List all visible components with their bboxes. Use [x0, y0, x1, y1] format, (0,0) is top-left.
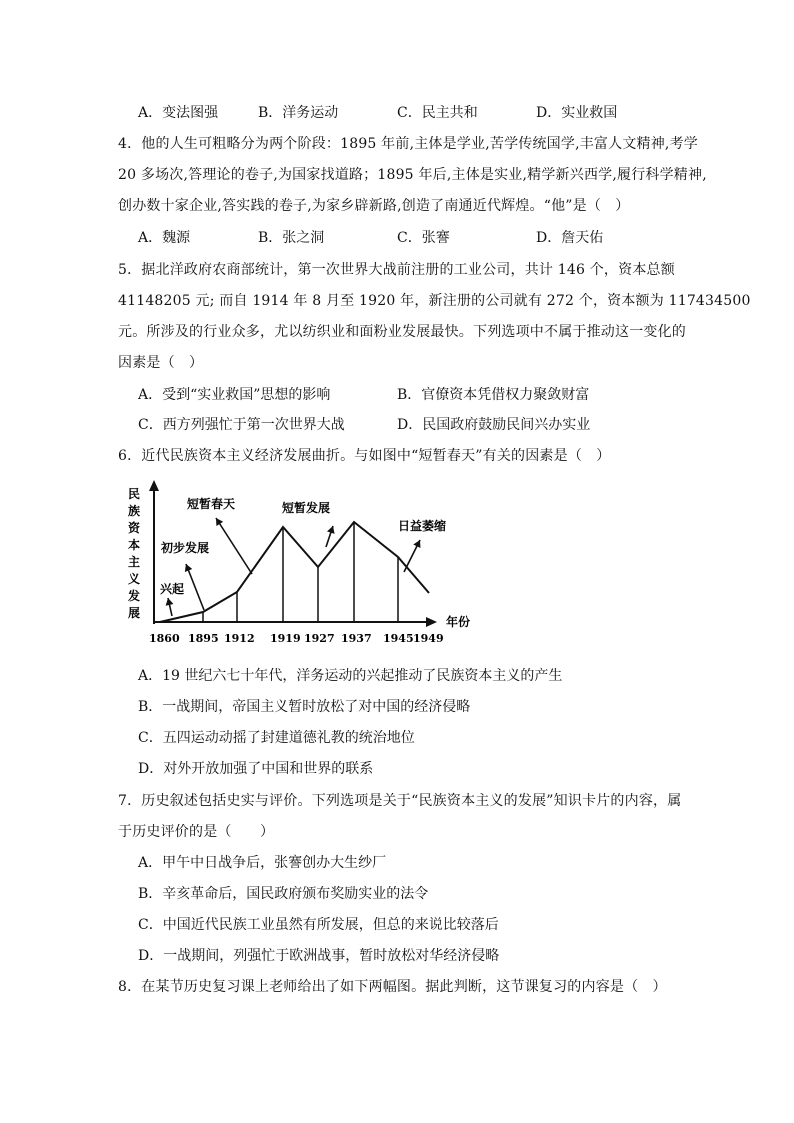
q5-line-4: 因素是（ ） [118, 355, 204, 371]
development-chart [124, 476, 471, 648]
q5-line-3: 元。所涉及的行业众多，尤以纺织业和面粉业发展最快。下列选项中不属于推动这一变化的 [118, 324, 686, 340]
development-curve [160, 522, 429, 622]
q7-option-a: A．甲午中日战争后，张謇创办大生纱厂 [138, 855, 387, 871]
q3-option-d: D．实业救国 [536, 105, 618, 121]
q6-stem: 6．近代民族资本主义经济发展曲折。与如图中“短暂春天”有关的因素是（ ） [118, 448, 611, 464]
annotation-arrow [216, 518, 252, 574]
x-tick-label: 1919 [270, 632, 301, 645]
y-axis-label-char: 本 [128, 538, 141, 552]
q4-line-3: 创办数十家企业,答实践的卷子,为家乡辟新路,创造了南通近代辉煌。“他”是（ ） [118, 198, 630, 214]
x-tick-label: 1895 [188, 632, 219, 645]
y-axis-label [127, 487, 141, 620]
y-axis-arrow [149, 480, 159, 491]
q5-option-b: B．官僚资本凭借权力聚敛财富 [397, 387, 590, 403]
x-tick-label: 1937 [341, 632, 372, 645]
x-axis-label: 年份 [446, 615, 471, 629]
q4-option-b: B．张之洞 [258, 230, 325, 246]
q5-option-c: C．西方列强忙于第一次世界大战 [138, 417, 345, 433]
annotation-arrow [186, 564, 204, 610]
annotation-label: 兴起 [160, 582, 185, 596]
q3-option-b: B．洋务运动 [258, 105, 339, 121]
q5-line-2: 41148205 元; 而自 1914 年 8 月至 1920 年，新注册的公司就有 272 个，资本额为 117434500 [118, 293, 751, 309]
q4-option-c: C．张謇 [397, 230, 450, 246]
q7-line-1: 7．历史叙述包括史实与评价。下列选项是关于“民族资本主义的发展”知识卡片的内容，属 [118, 793, 682, 809]
annotation-label: 短暂发展 [282, 501, 331, 515]
q7-option-d: D．一战期间，列强忙于欧洲战事，暂时放松对华经济侵略 [138, 948, 500, 964]
q7-line-2: 于历史评价的是（ ） [118, 824, 275, 840]
y-axis-label-char: 义 [128, 572, 141, 586]
q4-line-2: 20 多场次,答理论的卷子,为国家找道路；1895 年后,主体是实业,精学新兴西学,履行科学精神, [118, 167, 707, 183]
y-axis-label-char: 主 [128, 555, 141, 569]
y-axis-label-char: 族 [128, 504, 141, 518]
q4-option-a: A．魏源 [138, 230, 191, 246]
q5-line-1: 5．据北洋政府农商部统计，第一次世界大战前注册的工业公司，共计 146 个，资本总额 [118, 262, 675, 278]
q6-option-d: D．对外开放加强了中国和世界的联系 [138, 761, 374, 777]
q3-option-c: C．民主共和 [397, 105, 478, 121]
y-axis-label-char: 民 [128, 487, 141, 501]
q5-option-d: D．民国政府鼓励民间兴办实业 [397, 417, 591, 433]
q8-stem: 8．在某节历史复习课上老师给出了如下两幅图。据此判断，这节课复习的内容是（ ） [118, 979, 667, 995]
q7-option-b: B．辛亥革命后，国民政府颁布奖励实业的法令 [138, 886, 429, 902]
q4-line-1: 4．他的人生可粗略分为两个阶段：1895 年前,主体是学业,苦学传统国学,丰富人文精神,考学 [118, 136, 698, 152]
x-tick-label: 1945 [383, 632, 414, 645]
q6-option-c: C．五四运动动摇了封建道德礼教的统治地位 [138, 730, 415, 746]
x-tick-label: 1912 [224, 632, 255, 645]
q4-option-d: D．詹天佑 [536, 230, 604, 246]
q6-option-a: A．19 世纪六七十年代，洋务运动的兴起推动了民族资本主义的产生 [138, 668, 563, 684]
y-axis-label-char: 资 [128, 521, 141, 535]
x-tick-label: 1949 [413, 632, 444, 645]
annotation-label: 初步发展 [161, 541, 210, 555]
x-tick-label: 1927 [304, 632, 335, 645]
x-axis-arrow [426, 617, 437, 627]
annotation-label: 日益萎缩 [398, 519, 447, 533]
x-tick-label: 1860 [149, 632, 180, 645]
q5-option-a: A．受到“实业救国”思想的影响 [138, 387, 331, 403]
annotation-label: 短暂春天 [187, 497, 236, 511]
y-axis-label-char: 展 [128, 606, 141, 620]
y-axis-label-char: 发 [128, 589, 141, 603]
q7-option-c: C．中国近代民族工业虽然有所发展，但总的来说比较落后 [138, 917, 499, 933]
annotation-arrowhead [166, 598, 174, 606]
q6-option-b: B．一战期间，帝国主义暂时放松了对中国的经济侵略 [138, 699, 471, 715]
q3-option-a: A．变法图强 [138, 105, 219, 121]
